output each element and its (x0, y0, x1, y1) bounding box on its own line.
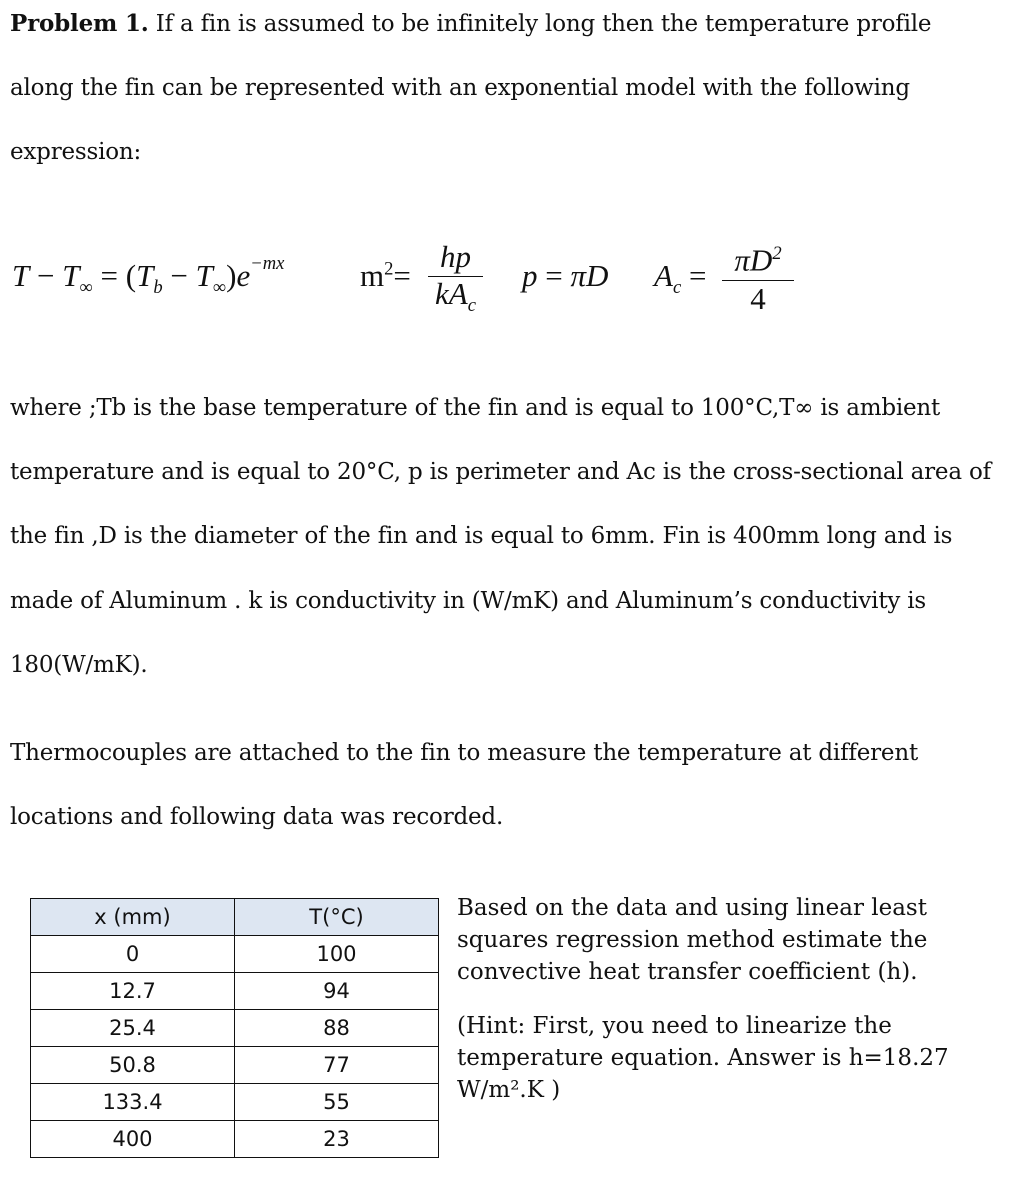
intro-line-2: along the fin can be represented with an exponential model with the following (10, 75, 910, 101)
thermo-line-1: Thermocouples are attached to the fin to measure the temperature at different (10, 740, 918, 766)
where-line-5: 180(W/mK). (10, 652, 148, 678)
table-cell: 25.4 (31, 1010, 235, 1047)
table-cell: 77 (235, 1047, 439, 1084)
thermo-line-2: locations and following data was recorded. (10, 804, 504, 830)
intro-line-3: expression: (10, 139, 142, 165)
table-cell: 50.8 (31, 1047, 235, 1084)
table-row (31, 1084, 439, 1121)
where-line-1: where ;Tb is the base temperature of the fin and is equal to 100°C,T∞ is ambient (10, 395, 941, 421)
table-row (31, 1121, 439, 1158)
hint-text: (Hint: First, you need to linearize the temperature equation. Answer is h=18.27 W/m².K ) (457, 1013, 949, 1103)
equation-m-fraction: hp $kA_c$ (428, 238, 483, 323)
intro-line-1 (10, 10, 931, 37)
intro-text-1: If a fin is assumed to be infinitely long then the temperature profile (155, 11, 932, 37)
equation-area-fraction: $\pi D^2$ 4 (722, 234, 794, 317)
table-cell: 100 (235, 936, 439, 973)
table-cell: 12.7 (31, 973, 235, 1010)
where-line-2: temperature and is equal to 20°C, p is perimeter and Ac is the cross-sectional area of (10, 459, 991, 485)
where-line-3: the fin ,D is the diameter of the fin and is equal to 6mm. Fin is 400mm long and is (10, 523, 953, 549)
task-text: Based on the data and using linear least squares regression method estimate the convective heat transfer coefficient (h). (457, 895, 928, 985)
data-table (30, 898, 439, 1158)
table-cell: 23 (235, 1121, 439, 1158)
table-cell: 55 (235, 1084, 439, 1121)
equation-perimeter: p = πD (522, 258, 609, 293)
equation-m-lhs: $m^2=$ (360, 258, 411, 293)
equation-main: $T - T_\infty = (T_b - T_\infty)e^{-mx}$ (12, 252, 285, 299)
table-cell: 400 (31, 1121, 235, 1158)
table-row (31, 973, 439, 1010)
equation-area-lhs: $A_c$ = (654, 258, 707, 299)
table-header-t: T(°C) (235, 899, 439, 936)
table-row (31, 1010, 439, 1047)
table-row (31, 1047, 439, 1084)
table-cell: 0 (31, 936, 235, 973)
table-cell: 133.4 (31, 1084, 235, 1121)
table-cell: 94 (235, 973, 439, 1010)
problem-title: Problem 1. (10, 10, 149, 37)
table-header-x: x (mm) (31, 899, 235, 936)
table-row (31, 936, 439, 973)
where-line-4: made of Aluminum . k is conductivity in (W/mK) and Aluminum’s conductivity is (10, 588, 927, 614)
table-header-row (31, 899, 439, 936)
table-cell: 88 (235, 1010, 439, 1047)
